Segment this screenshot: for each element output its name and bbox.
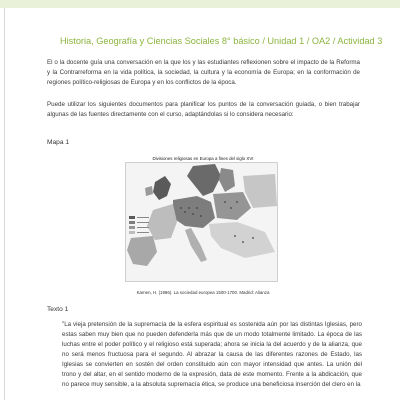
instructions-paragraph: Puede utilizar los siguientes documentos para planificar los puntos de la conversación guiada, o bien trabajar algunas de las fuentes directamente con el curso, adaptándolas si lo considera necesario: (47, 101, 360, 118)
text-label: Texto 1 (47, 306, 69, 313)
religious-divisions-map (125, 162, 278, 282)
map-source-caption: Kamen, H. (1986). La sociedad europea 1500-1700. Madrid: Alianza (136, 290, 270, 295)
top-band (0, 0, 400, 8)
page-edge-divider (4, 8, 5, 400)
map-label: Mapa 1 (47, 139, 69, 146)
map-title: Divisiones religiosas en Europa a fines del siglo XVI (152, 156, 254, 161)
page-header: Historia, Geografía y Ciencias Sociales 8° básico / Unidad 1 / OA2 / Actividad 3 (60, 36, 383, 46)
quote-paragraph: "La vieja pretensión de la supremacía de la esfera espiritual es sostenida aún por las distintas Iglesias, pero estas saben muy bien que no pueden defenderla más que de un modo totalmente limitado. La época de las luchas entre el poder político y el religioso está superada; ahora se inicia la del acuerdo y de la alianza, que no será menos fructuosa para el segundo. Al abrazar la causa de las diferentes razones de Estado, las Iglesias se convierten en sostén del orden constituido aún con mayor intensidad que antes. La unión del trono y del altar, en el sentido moderno de la expresión, data de este momento. Frente a la abdicación, que no parece muy sensible, a la absoluta supremacía ética, se produce una beneficiosa inserción del clero en la (62, 321, 362, 388)
intro-paragraph: El o la docente guía una conversación en la que los y las estudiantes reflexionen sobre el impacto de la Reforma y la Contrarreforma en la vida política, la sociedad, la cultura y la economía de Europa; en la conformación de regiones político-religiosas de Europa y en los conflictos de la época. (47, 59, 360, 86)
